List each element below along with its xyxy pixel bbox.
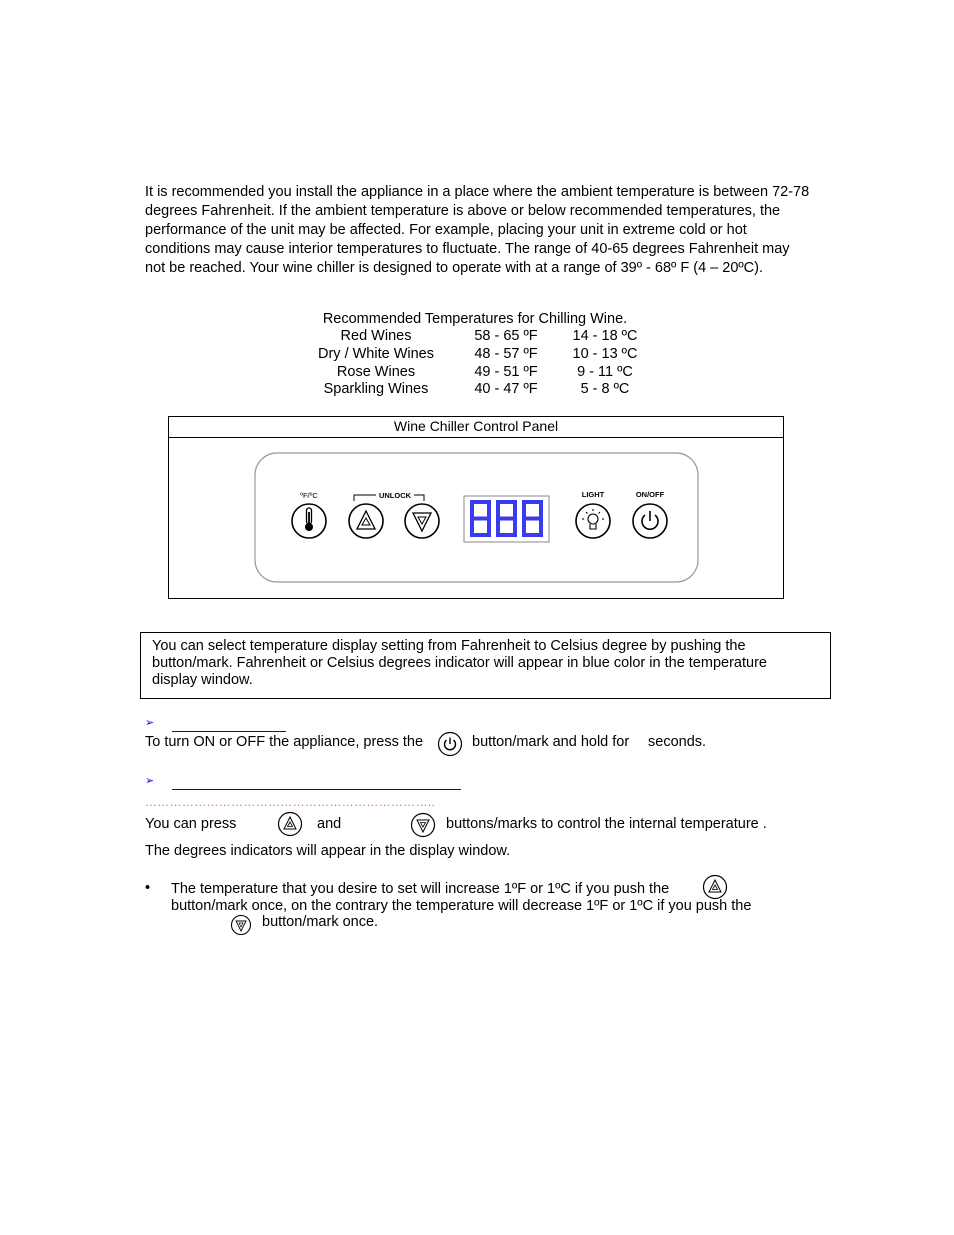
onoff-label: ON/OFF <box>635 490 665 499</box>
temps-table-title: Recommended Temperatures for Chilling Wine. <box>322 311 628 327</box>
bullet-part3: button/mark once. <box>262 914 379 930</box>
down-arrow-icon <box>230 914 252 936</box>
dotted-leader: …………………………………………………………….. <box>145 795 436 809</box>
up-button[interactable] <box>349 504 383 538</box>
light-label: LIGHT <box>581 490 605 499</box>
down-button[interactable] <box>405 504 439 538</box>
bullet-part2: button/mark once, on the contrary the temperature will decrease 1ºF or 1ºC if you push the <box>171 898 752 914</box>
unit-note-text: You can select temperature display setting from Fahrenheit to Celsius degree by pushing the button/mark. Fahrenheit or Celsius degrees indicator will appear in blue color in the temperature display window. <box>152 638 767 688</box>
celsius-range: 5 - 8 ºC <box>580 381 630 397</box>
unlock-label: UNLOCK <box>378 491 412 500</box>
temperature-heading-link[interactable] <box>172 789 461 790</box>
wine-name: Sparkling Wines <box>323 381 429 397</box>
fahrenheit-range: 40 - 47 ºF <box>474 381 538 397</box>
bullet-part1: The temperature that you desire to set will increase 1ºF or 1ºC if you push the <box>171 881 670 897</box>
celsius-range: 9 - 11 ºC <box>577 364 633 380</box>
unit-note-box <box>140 632 831 699</box>
fahrenheit-range: 49 - 51 ºF <box>474 364 538 380</box>
celsius-range: 10 - 13 ºC <box>572 346 638 362</box>
control-panel-caption: Wine Chiller Control Panel <box>169 417 783 438</box>
temp-line1-end: buttons/marks to control the internal temperature . <box>446 816 767 832</box>
unit-label: ºF/ºC <box>300 491 318 500</box>
celsius-range: 14 - 18 ºC <box>572 328 638 344</box>
table-row <box>300 364 660 382</box>
bullet-dot: • <box>145 880 151 896</box>
onoff-heading-link[interactable] <box>172 731 286 732</box>
fahrenheit-range: 48 - 57 ºF <box>474 346 538 362</box>
power-button[interactable] <box>633 504 667 538</box>
temp-line1-and: and <box>317 816 342 832</box>
onoff-text-before: To turn ON or OFF the appliance, press the <box>145 734 424 750</box>
up-arrow-icon <box>702 874 728 900</box>
intro-paragraph: It is recommended you install the appliance in a place where the ambient temperature is between 72-78 degrees Fahrenheit. If the ambient temperature is above or below recommended temperatures, the performance of the unit may be affected. For example, placing your unit in extreme cold or hot conditions may cause interior temperatures to fluctuate. The range of 40-65 degrees Fahrenheit may not be reached. Your wine chiller is designed to operate with at a range of 39º - 68º F (4 – 20ºC). <box>145 184 810 276</box>
onoff-instruction <box>145 734 423 750</box>
light-button[interactable] <box>576 504 610 538</box>
power-icon <box>437 731 463 757</box>
wine-name: Rose Wines <box>336 364 416 380</box>
wine-name: Dry / White Wines <box>317 346 434 362</box>
down-arrow-icon <box>410 812 436 838</box>
control-panel-figure <box>168 416 784 599</box>
temp-line2: The degrees indicators will appear in the display window. <box>145 843 511 859</box>
control-panel-illustration <box>254 452 700 584</box>
thermometer-icon <box>305 508 313 531</box>
wine-name: Red Wines <box>340 328 412 344</box>
table-row <box>300 328 660 346</box>
onoff-text-end: seconds. <box>648 734 707 750</box>
arrow-bullet-icon: ➢ <box>145 775 155 787</box>
fahrenheit-range: 58 - 65 ºF <box>474 328 538 344</box>
up-arrow-icon <box>277 811 303 837</box>
arrow-bullet-icon: ➢ <box>145 717 155 729</box>
table-row <box>300 381 660 399</box>
table-row <box>300 346 660 364</box>
onoff-text-after: button/mark and hold for <box>472 734 630 750</box>
thermometer-button[interactable] <box>292 504 326 538</box>
temp-line1-start: You can press <box>145 816 237 832</box>
temperature-display <box>464 496 549 542</box>
